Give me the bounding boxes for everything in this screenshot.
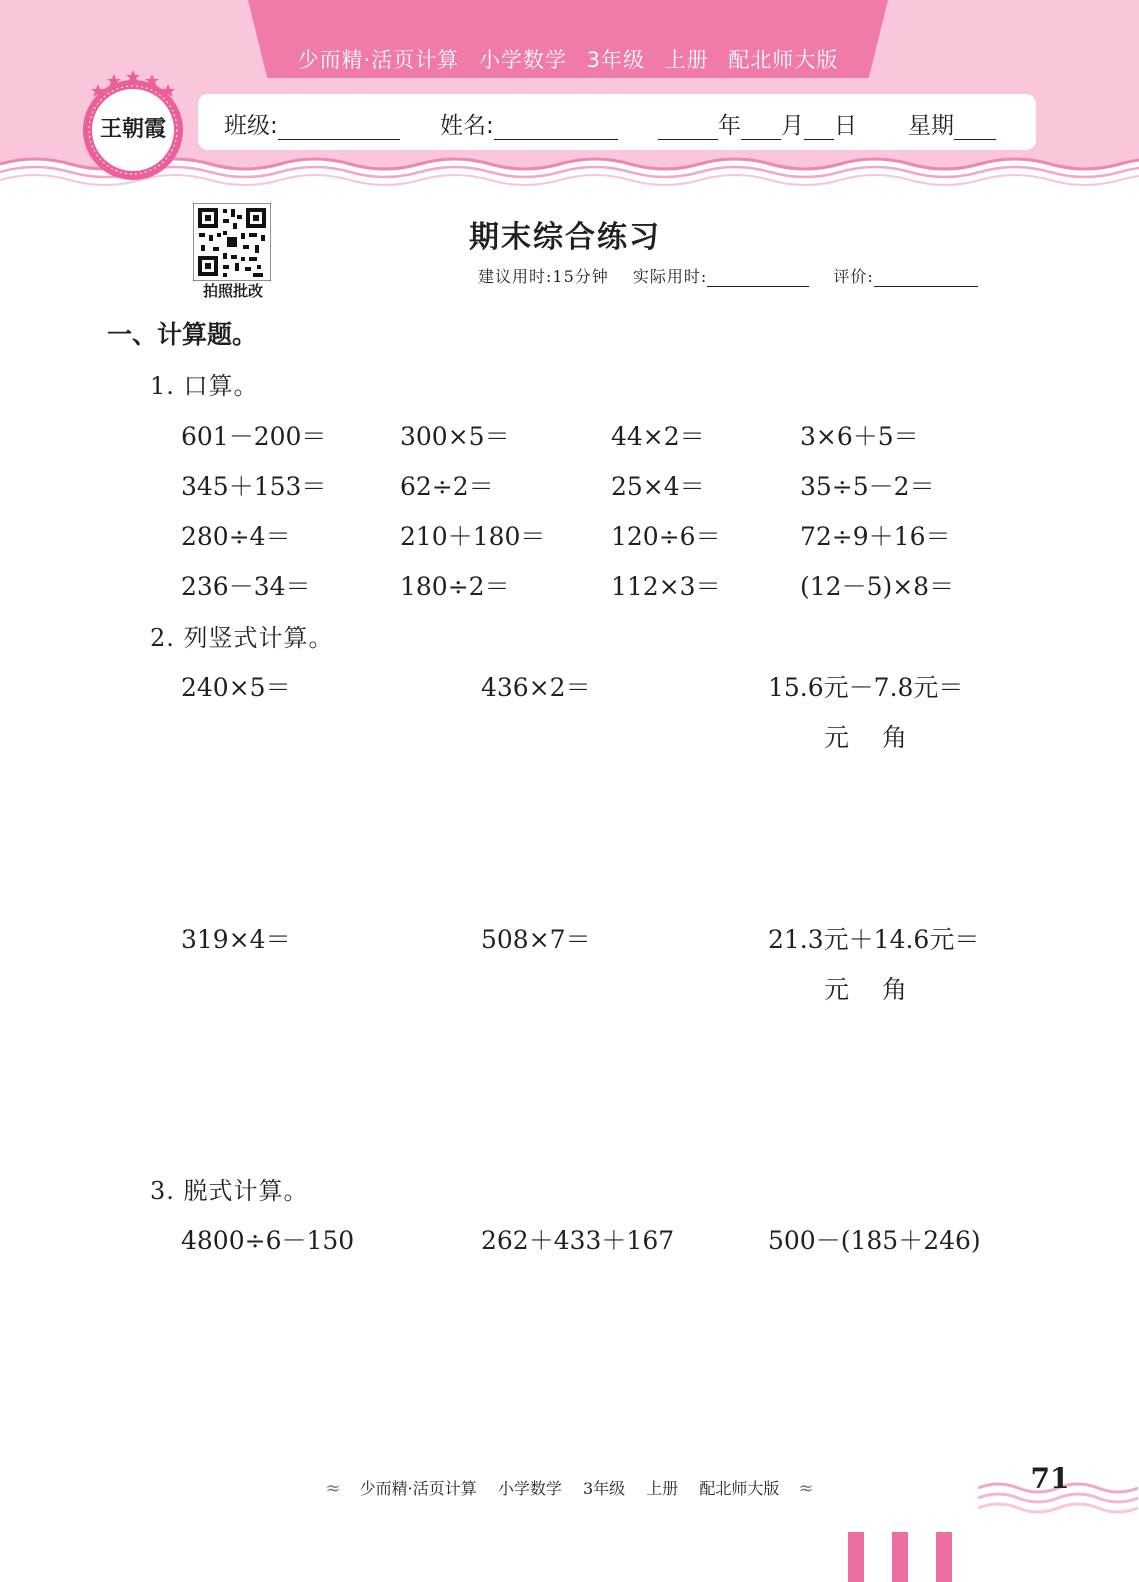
class-label: 班级: <box>224 113 278 139</box>
header-title-part: 小学数学 <box>478 48 567 72</box>
oral-item: 72÷9＋16＝ <box>800 522 951 551</box>
page-title: 期末综合练习 <box>469 220 661 255</box>
oral-item: 180÷2＝ <box>400 572 510 601</box>
part3-title: 3. 脱式计算。 <box>150 1177 309 1205</box>
oral-item: 112×3＝ <box>611 572 721 601</box>
oral-item: (12－5)×8＝ <box>800 572 955 601</box>
unit-jiao: 角 <box>882 723 908 752</box>
stepwise-calc-item: 500－(185＋246) <box>768 1226 981 1255</box>
page-number: 71 <box>1030 1462 1070 1495</box>
brand-badge-logo <box>74 64 192 182</box>
date-field <box>658 107 857 140</box>
stepwise-calc-item: 4800÷6－150 <box>181 1226 355 1255</box>
vertical-calc-item: 21.3元＋14.6元＝ <box>768 925 980 954</box>
unit-jiao: 角 <box>882 975 908 1004</box>
header-title-part: 配北师大版 <box>728 48 839 72</box>
footer-part: 少而精·活页计算 <box>359 1479 477 1498</box>
section-title: 一、计算题。 <box>107 320 258 349</box>
year-input-line[interactable] <box>658 113 718 140</box>
weekday-field <box>908 107 996 140</box>
weekday-label: 星期 <box>908 113 954 139</box>
oral-item: 280÷4＝ <box>181 522 291 551</box>
vertical-calc-item: 436×2＝ <box>481 673 591 702</box>
unit-yuan: 元 <box>824 723 850 752</box>
vertical-calc-item: 508×7＝ <box>481 925 591 954</box>
qr-label: 拍照批改 <box>202 282 263 300</box>
part2-title: 2. 列竖式计算。 <box>150 624 334 652</box>
class-input-line[interactable] <box>278 113 400 140</box>
oral-item: 120÷6＝ <box>611 522 721 551</box>
footer-part: 3年级 <box>582 1479 626 1498</box>
oral-item: 601－200＝ <box>181 422 327 451</box>
badge-text: 王朝霞 <box>99 116 167 142</box>
rating-label: 评价: <box>833 267 874 286</box>
oral-item: 300×5＝ <box>400 422 510 451</box>
vertical-calc-item: 15.6元－7.8元＝ <box>768 673 964 702</box>
header-title-part: 少而精·活页计算 <box>297 48 460 72</box>
oral-item: 35÷5－2＝ <box>800 472 935 501</box>
oral-item: 345＋153＝ <box>181 472 327 501</box>
footer-part: 小学数学 <box>497 1479 562 1498</box>
weekday-input-line[interactable] <box>954 113 996 140</box>
footer-part: 配北师大版 <box>699 1479 780 1498</box>
footer-bar <box>936 1532 952 1582</box>
header-title-part: 3年级 <box>586 48 646 72</box>
oral-item: 236－34＝ <box>181 572 311 601</box>
header-title <box>248 44 888 74</box>
name-label: 姓名: <box>440 113 494 139</box>
oral-item: 210＋180＝ <box>400 522 546 551</box>
footer <box>0 1476 1139 1499</box>
name-input-line[interactable] <box>494 113 618 140</box>
year-label: 年 <box>718 113 741 139</box>
rating-input-line[interactable] <box>874 266 978 287</box>
wave-icon: ≈ <box>798 1478 814 1499</box>
actual-time-input-line[interactable] <box>707 266 809 287</box>
time-info-row <box>478 264 978 287</box>
footer-part: 上册 <box>646 1479 679 1498</box>
qr-code-icon[interactable] <box>193 203 271 281</box>
oral-item: 44×2＝ <box>611 422 705 451</box>
wave-icon: ≈ <box>325 1478 341 1499</box>
header-title-part: 上册 <box>664 48 709 72</box>
vertical-calc-item: 319×4＝ <box>181 925 291 954</box>
month-input-line[interactable] <box>741 113 781 140</box>
part1-title: 1. 口算。 <box>150 372 259 400</box>
month-label: 月 <box>781 113 804 139</box>
name-field <box>440 107 618 140</box>
stepwise-calc-item: 262＋433＋167 <box>481 1226 675 1255</box>
actual-time-label: 实际用时: <box>632 267 708 286</box>
suggested-time: 建议用时:15分钟 <box>478 267 609 286</box>
vertical-calc-item: 240×5＝ <box>181 673 291 702</box>
class-field <box>224 107 400 140</box>
footer-bar <box>848 1532 864 1582</box>
day-label: 日 <box>834 113 857 139</box>
day-input-line[interactable] <box>804 113 834 140</box>
unit-yuan: 元 <box>824 975 850 1004</box>
oral-item: 25×4＝ <box>611 472 705 501</box>
footer-bar <box>892 1532 908 1582</box>
student-info-bar <box>198 94 1036 150</box>
oral-item: 62÷2＝ <box>400 472 494 501</box>
oral-item: 3×6＋5＝ <box>800 422 919 451</box>
